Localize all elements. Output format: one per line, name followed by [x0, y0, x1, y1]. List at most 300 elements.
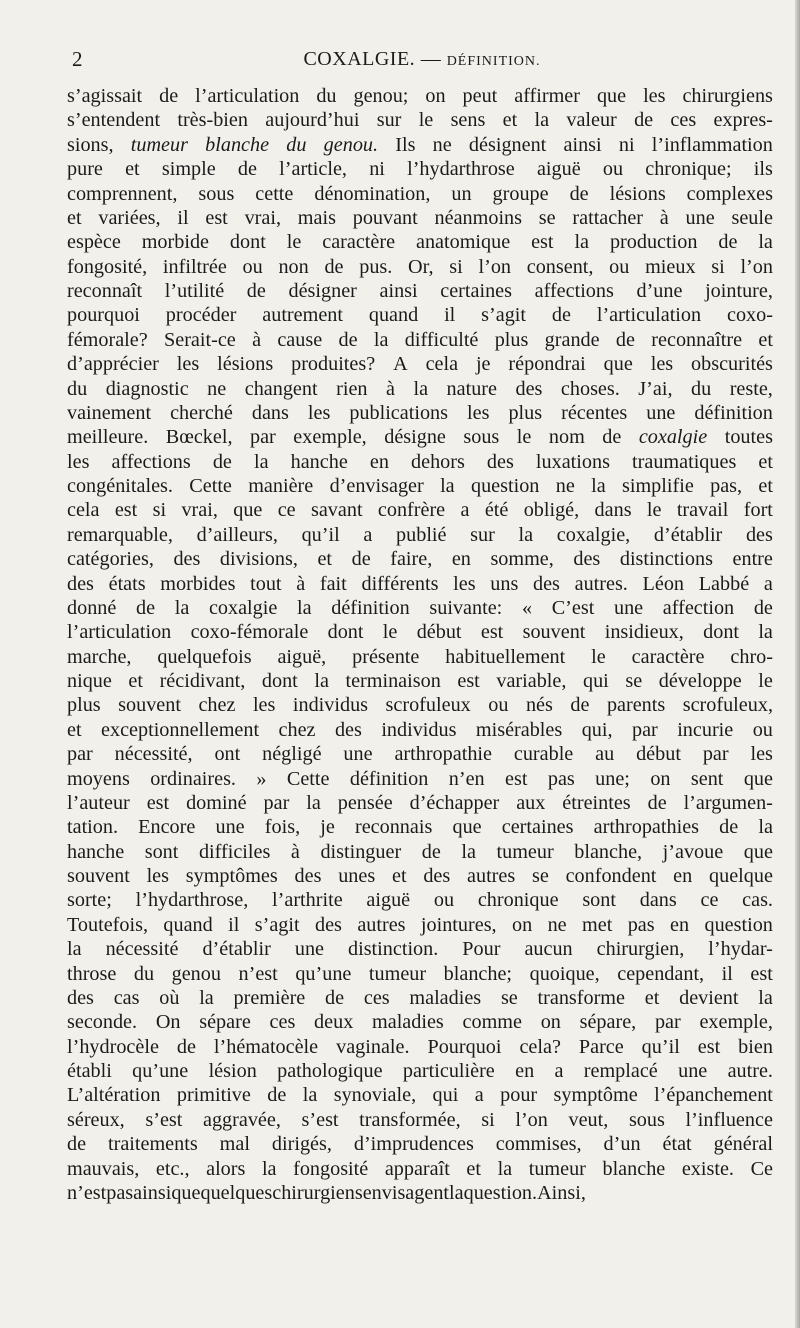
word: l’articulation	[195, 85, 300, 107]
word: rattacher	[572, 206, 644, 229]
word: la	[67, 938, 82, 961]
word: récentes	[561, 401, 628, 424]
word: l’on	[740, 255, 773, 278]
word: dehors	[411, 450, 465, 473]
word: de	[602, 426, 622, 449]
word: séreux,	[67, 1108, 125, 1131]
word: la	[314, 670, 329, 692]
word: plus	[508, 401, 543, 424]
word: transformée,	[359, 1108, 461, 1131]
text-line	[67, 84, 773, 108]
word: throse	[67, 962, 117, 985]
word: fongosité	[293, 1157, 369, 1180]
word: pour	[500, 1084, 538, 1107]
word: le	[591, 645, 606, 668]
word: la	[758, 231, 773, 254]
word: au	[595, 743, 615, 766]
word: sont	[144, 840, 179, 863]
word: développe	[658, 670, 742, 692]
word: ou	[609, 255, 630, 278]
word: que	[743, 840, 773, 863]
word: néanmoins	[434, 206, 523, 229]
word: commises,	[495, 1133, 582, 1156]
word: coxalgie,	[556, 523, 631, 546]
word: la	[461, 840, 476, 863]
word: habituellement	[445, 645, 566, 668]
word: est	[146, 791, 170, 814]
word: d’établir	[202, 938, 271, 961]
word: pas	[547, 767, 575, 790]
text-line	[67, 450, 773, 474]
word: l’épanchement	[654, 1084, 773, 1107]
word: sépare,	[579, 1011, 637, 1034]
word: le	[382, 621, 398, 644]
word: exemple,	[699, 1011, 773, 1034]
word: l’utilité	[164, 280, 225, 302]
word: somme,	[490, 548, 554, 571]
word: l’articulation	[67, 621, 172, 644]
word: si	[481, 1108, 495, 1131]
word: par	[67, 743, 93, 766]
word: nique	[67, 670, 112, 692]
word: et	[125, 158, 140, 181]
word: toutes	[724, 426, 773, 449]
word: fémorale?	[67, 328, 148, 351]
word: des	[573, 548, 601, 571]
text-line	[67, 718, 773, 742]
word: s’agit	[481, 304, 527, 327]
word: a	[460, 499, 470, 522]
title-subtitle: DÉFINITION.	[446, 54, 541, 69]
word: autres.	[574, 572, 628, 595]
word: je	[320, 816, 335, 839]
word: qui,	[581, 718, 613, 741]
word: affection	[662, 596, 735, 619]
word: de	[176, 1035, 196, 1058]
word: Bœckel,	[165, 426, 233, 449]
word: une	[215, 816, 245, 839]
word: coxo-fémorale	[190, 621, 309, 644]
word: par	[263, 791, 290, 814]
word: et	[502, 109, 518, 132]
word: savant	[310, 499, 363, 522]
word: états	[108, 572, 146, 595]
word: ainsi	[379, 280, 418, 302]
word: d’échapper	[409, 791, 500, 814]
word: jointures,	[420, 913, 497, 936]
word: apparaît	[384, 1157, 450, 1180]
word: ne	[432, 133, 452, 156]
word: nécessité	[105, 938, 179, 961]
word: expres-	[713, 109, 773, 132]
word: l’articulation	[596, 304, 702, 327]
word: question.	[463, 1181, 538, 1204]
word: simplifie	[622, 475, 694, 497]
word: remplacé	[583, 1060, 658, 1082]
text-line	[67, 1035, 773, 1059]
word: seule	[731, 206, 773, 229]
word: transforme	[537, 986, 625, 1009]
word: coxalgie	[208, 596, 278, 619]
word: général	[713, 1133, 773, 1156]
text-line	[67, 547, 773, 571]
word: d’établir	[653, 523, 723, 546]
word: l’on	[478, 255, 512, 278]
word: Pourquoi	[427, 1035, 502, 1058]
word: scrofuleux,	[682, 694, 773, 717]
word: C’est	[551, 596, 595, 619]
word: sent	[690, 767, 724, 790]
word: quelques	[200, 1181, 273, 1204]
word: de	[212, 450, 232, 473]
word: et	[317, 548, 333, 571]
word: de	[159, 85, 179, 107]
word: cela	[425, 353, 459, 376]
word: certaines	[501, 816, 574, 839]
word: qui	[582, 670, 609, 692]
word: reconnaît	[67, 280, 143, 302]
word: la	[440, 475, 455, 497]
word: tout	[250, 572, 282, 595]
text-line	[67, 230, 773, 254]
word: de	[338, 328, 358, 351]
word: n’est	[238, 962, 278, 985]
word: a	[763, 572, 773, 595]
word: vaginale.	[336, 1035, 410, 1058]
word: existe.	[681, 1157, 734, 1180]
word: plus	[494, 328, 529, 351]
word: blanche,	[574, 840, 643, 863]
word: de	[351, 548, 371, 571]
word: Toutefois,	[67, 913, 149, 936]
word: complexes	[686, 182, 773, 205]
word: meilleure.	[67, 426, 149, 449]
word: les	[467, 401, 490, 424]
word: du	[67, 377, 88, 400]
word: tumeur	[496, 840, 554, 863]
word: exceptionnellement	[101, 718, 260, 741]
word: est	[531, 231, 554, 254]
word: confrère	[377, 499, 446, 522]
word: bien	[738, 1035, 773, 1058]
word: la	[758, 816, 773, 839]
word: des	[745, 523, 773, 546]
word: se	[625, 670, 643, 692]
word: rien	[336, 377, 368, 400]
word: Ils	[395, 133, 416, 156]
text-line	[67, 255, 773, 279]
word: Léon	[642, 572, 685, 595]
word: désigne	[384, 426, 446, 449]
word: pas,	[710, 475, 743, 497]
word: la	[591, 475, 606, 497]
word: cela?	[519, 1035, 561, 1058]
word: de	[718, 231, 738, 254]
word: distinction.	[348, 938, 439, 961]
word: obligé,	[523, 499, 580, 522]
word: et	[391, 865, 407, 887]
word: s’agit	[254, 913, 300, 936]
word: fongosité,	[67, 255, 148, 278]
text-line	[67, 742, 773, 766]
word: l’inflammation	[651, 133, 773, 156]
word: je	[475, 353, 491, 376]
word: maladies	[409, 986, 482, 1009]
word: ne	[555, 475, 575, 497]
text-line	[67, 1108, 773, 1132]
word: de	[719, 816, 739, 839]
word: aggravée,	[203, 1108, 281, 1131]
word: de	[570, 694, 590, 717]
word: devient	[679, 986, 739, 1009]
text-line	[67, 425, 773, 449]
word: envisagent	[362, 1181, 450, 1204]
word: une	[646, 401, 676, 424]
word: exemple,	[293, 426, 367, 449]
word: se	[538, 206, 556, 229]
word: cependant,	[617, 962, 705, 985]
word: suivante:	[429, 596, 503, 619]
word: dans	[639, 889, 677, 912]
word: qu’il	[301, 523, 340, 546]
word: publications	[349, 401, 448, 424]
word: chirurgiens	[272, 1181, 363, 1204]
word: qui	[432, 1084, 459, 1107]
word: nom	[548, 426, 585, 449]
word: du	[691, 377, 712, 400]
word: pas	[106, 1181, 134, 1204]
text-line	[67, 182, 773, 206]
word: ne	[547, 913, 567, 936]
word: j’avoue	[662, 840, 724, 863]
word: il	[721, 962, 733, 985]
word: ordinaires.	[150, 767, 236, 790]
word: des	[67, 572, 94, 595]
word: ils	[753, 158, 773, 181]
word: affirmer	[514, 85, 580, 107]
word: pas	[627, 913, 655, 936]
word: sous	[463, 426, 500, 449]
word: reconnaître	[651, 328, 743, 351]
word: individus	[381, 718, 457, 741]
word: du	[286, 133, 307, 156]
word: qu’il	[641, 1035, 680, 1058]
word: des	[315, 913, 342, 936]
word: travail	[676, 499, 729, 522]
text-line	[67, 645, 773, 669]
word: lésions	[217, 353, 274, 376]
text-line	[67, 864, 773, 888]
word: de	[615, 328, 635, 351]
word: il	[228, 913, 240, 936]
word: d’apprécier	[67, 353, 159, 376]
word: du	[133, 962, 155, 985]
text-line	[67, 669, 773, 693]
text-line	[67, 815, 773, 839]
text-line	[67, 279, 773, 303]
word: Parce	[578, 1035, 624, 1058]
word: l’on	[515, 1108, 548, 1131]
word: plus	[67, 694, 101, 717]
word: tumeur	[368, 962, 427, 985]
word: de	[753, 596, 773, 619]
word: s’est	[145, 1108, 183, 1131]
title-main: COXALGIE.	[303, 48, 416, 70]
word: les	[252, 694, 276, 717]
word: certaines	[440, 280, 512, 302]
text-line	[67, 303, 773, 327]
word: la	[449, 1181, 464, 1204]
word: seconde.	[67, 1011, 138, 1034]
word: autres	[467, 865, 516, 887]
word: est	[114, 499, 138, 522]
text-line	[67, 474, 773, 498]
word: par	[654, 1011, 681, 1034]
word: en	[670, 913, 690, 936]
word: le	[646, 499, 662, 522]
text-line	[67, 1181, 773, 1205]
word: de	[551, 304, 571, 327]
text-line	[67, 157, 773, 181]
word: insidieux,	[604, 621, 684, 644]
word: pourquoi	[67, 304, 140, 327]
word: quelque	[709, 865, 773, 887]
word: dont	[261, 670, 298, 692]
word: en	[673, 865, 693, 887]
word: très-bien	[177, 109, 248, 132]
word: espèce	[67, 231, 121, 254]
word: la	[302, 1084, 318, 1107]
word: de	[569, 182, 589, 205]
word: s’est	[301, 1108, 339, 1131]
word: coxalgie	[638, 426, 708, 449]
word: répondrai	[508, 353, 586, 376]
word: autres	[357, 913, 406, 936]
word: cette	[255, 182, 294, 205]
word: une	[343, 743, 373, 766]
word: le	[418, 109, 434, 132]
word: dirigés,	[271, 1133, 332, 1156]
word: pathologique	[277, 1060, 383, 1082]
word: etc.,	[155, 1157, 190, 1180]
word: ces	[363, 986, 390, 1009]
word: on	[540, 1011, 561, 1034]
word: où	[159, 986, 180, 1009]
word: des	[515, 377, 543, 400]
word: les	[176, 353, 200, 376]
word: l’article,	[279, 158, 347, 181]
word: aiguë	[366, 889, 411, 912]
word: étreintes	[562, 791, 631, 814]
word: est	[205, 206, 228, 229]
word: ou	[488, 694, 509, 717]
word: en	[515, 1060, 535, 1082]
word: Labbé	[698, 572, 750, 595]
word: la	[373, 328, 389, 351]
word: ce	[277, 499, 296, 522]
word: le	[758, 670, 773, 692]
word: été	[484, 499, 509, 522]
word: ces	[670, 109, 697, 132]
word: la	[297, 596, 312, 619]
word: différents	[361, 572, 439, 595]
word: fort	[743, 499, 773, 522]
word: moyens	[67, 767, 130, 790]
word: ni	[369, 158, 385, 181]
word: sous	[628, 1108, 665, 1131]
word: et	[758, 328, 773, 351]
word: scrofuleux	[385, 694, 471, 717]
word: non	[278, 255, 309, 278]
text-line	[67, 108, 773, 132]
word: fait	[319, 572, 347, 595]
word: si	[152, 499, 167, 522]
word: genou;	[353, 85, 409, 107]
word: la	[199, 986, 214, 1009]
text-line	[67, 962, 773, 986]
word: pensée	[337, 791, 393, 814]
word: Ainsi,	[537, 1181, 586, 1204]
word: les	[750, 743, 773, 766]
word: arthropathie	[394, 743, 492, 766]
word: que	[596, 85, 627, 107]
word: blanche;	[443, 962, 513, 985]
word: synoviale,	[333, 1084, 417, 1107]
word: le	[516, 426, 532, 449]
text-line	[67, 791, 773, 815]
word: sont	[582, 889, 616, 912]
word: on	[512, 913, 533, 936]
word: mauvais,	[67, 1157, 140, 1180]
word: J’ai,	[638, 377, 673, 400]
word: des	[173, 548, 201, 571]
word: caractère	[322, 231, 396, 254]
word: est	[505, 767, 528, 790]
word: reconnais	[354, 816, 433, 839]
word: de	[267, 1084, 287, 1107]
word: lésion	[208, 1060, 257, 1082]
word: alors	[206, 1157, 246, 1180]
word: traitements	[108, 1133, 198, 1156]
word: luxations	[535, 450, 610, 473]
text-line	[67, 1083, 773, 1107]
word: question	[470, 475, 540, 497]
word: ne	[207, 377, 227, 400]
word: de	[324, 255, 344, 278]
word: l’hydar-	[708, 938, 773, 961]
word: affections	[534, 280, 614, 302]
text-line	[67, 913, 773, 937]
word: à	[252, 328, 262, 351]
word: début	[416, 621, 462, 644]
word: des	[294, 865, 322, 887]
running-header	[72, 44, 772, 74]
word: la	[574, 231, 590, 254]
text-line	[67, 572, 773, 596]
word: et	[644, 986, 660, 1009]
word: d’un	[603, 1133, 641, 1156]
word: ces	[269, 1011, 296, 1034]
word: qu’une	[295, 962, 352, 985]
word: tumeur	[130, 133, 188, 156]
word: on	[650, 767, 671, 790]
word: vrai,	[181, 499, 218, 522]
word: de	[246, 280, 266, 302]
word: Ce	[750, 1157, 773, 1180]
word: la	[758, 986, 773, 1009]
word: les	[650, 353, 674, 376]
word: primitive	[176, 1084, 251, 1107]
